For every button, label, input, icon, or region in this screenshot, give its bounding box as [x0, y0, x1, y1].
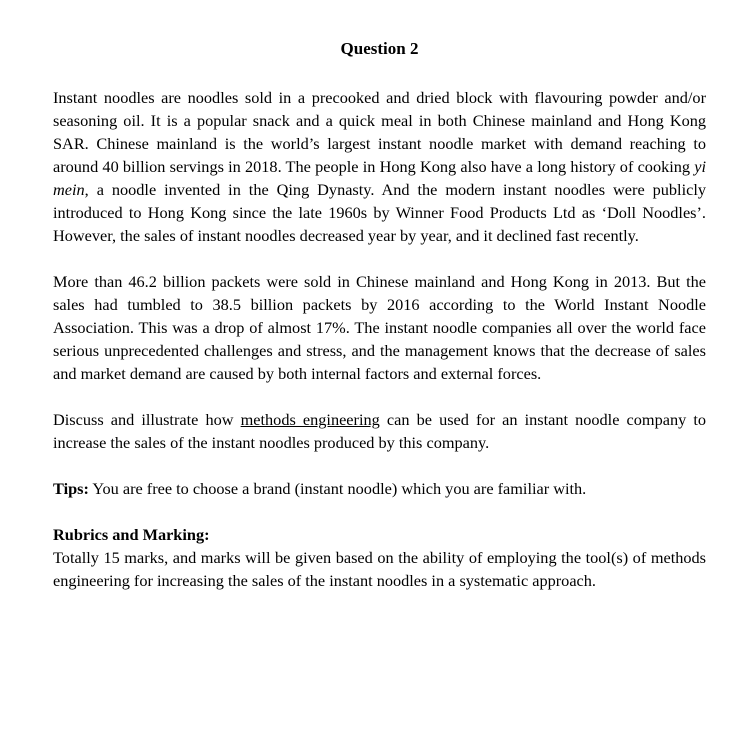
- tips-label: Tips:: [53, 479, 89, 498]
- document-page: [53, 38, 706, 592]
- task-text-after: can be used for an instant noodle company to increase the sales of the instant noodles produced by this company.: [53, 410, 707, 452]
- tips-paragraph: [53, 477, 706, 500]
- task-paragraph: [53, 408, 706, 454]
- intro-text-part2: , a noodle invented in the Qing Dynasty. And the modern instant noodles were publicly introduced to Hong Kong since the late 1960s by Winner Food Products Ltd as ‘Doll Noodles’. However, the sales of instant noodles decreased year by year, and it declined fast recently.: [53, 180, 706, 245]
- intro-text-part1: Instant noodles are noodles sold in a precooked and dried block with flavouring powder and/or seasoning oil. It is a popular snack and a quick meal in both Chinese mainland and Hong Kong SAR. Chinese mainland is the world’s largest instant noodle market with demand reaching to around 40 billion servings in 2018. The people in Hong Kong also have a long history of cooking: [53, 88, 706, 176]
- methods-engineering-term: methods engineering: [240, 410, 380, 429]
- intro-paragraph: [53, 86, 706, 247]
- task-text-before: Discuss and illustrate how: [53, 410, 241, 429]
- question-title: Question 2: [340, 39, 419, 58]
- rubrics-text: Totally 15 marks, and marks will be given based on the ability of employing the tool(s) of methods engineering for increasing the sales of the instant noodles in a systematic approach.: [53, 548, 706, 590]
- tips-text: You are free to choose a brand (instant noodle) which you are familiar with.: [88, 479, 587, 498]
- italic-term: yi mein: [53, 157, 706, 199]
- sales-paragraph: More than 46.2 billion packets were sold in Chinese mainland and Hong Kong in 2013. But the sales had tumbled to 38.5 billion packets by 2016 according to the World Instant Noodle Association. This was a drop of almost 17%. The instant noodle companies all over the world face serious unprecedented challenges and stress, and the management knows that the decrease of sales and market demand are caused by both internal factors and external forces.: [53, 272, 706, 383]
- rubrics-heading: Rubrics and Marking:: [53, 525, 210, 544]
